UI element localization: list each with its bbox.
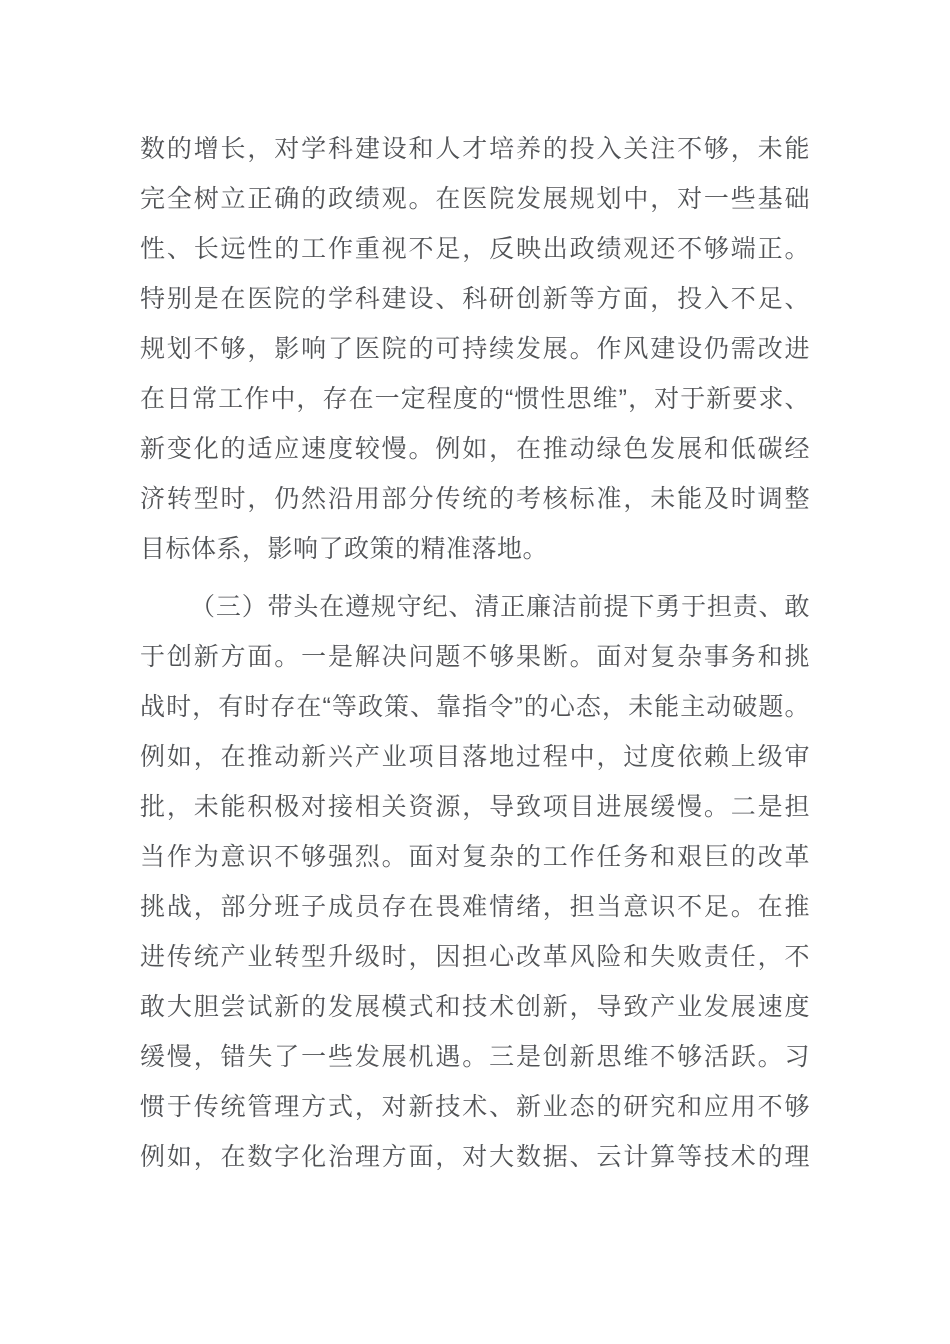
text-line: 战时，有时存在“等政策、靠指令”的心态，未能主动破题。 — [140, 693, 810, 721]
text-line: 新变化的适应速度较慢。例如，在推动绿色发展和低碳经 — [140, 435, 810, 463]
text-line: 济转型时，仍然沿用部分传统的考核标准，未能及时调整 — [140, 485, 810, 513]
para-section-three — [140, 582, 810, 1182]
text-line: 进传统产业转型升级时，因担心改革风险和失败责任，不 — [140, 943, 810, 971]
text-line: 缓慢，错失了一些发展机遇。三是创新思维不够活跃。习 — [140, 1043, 810, 1071]
text-line: 敢大胆尝试新的发展模式和技术创新，导致产业发展速度 — [140, 993, 810, 1021]
text-line: 特别是在医院的学科建设、科研创新等方面，投入不足、 — [140, 285, 810, 313]
text-line: 挑战，部分班子成员存在畏难情绪，担当意识不足。在推 — [140, 893, 810, 921]
text-line: 规划不够，影响了医院的可持续发展。作风建设仍需改进 — [140, 335, 810, 363]
text-line: 例如，在数字化治理方面，对大数据、云计算等技术的理 — [140, 1143, 810, 1171]
text-line: 完全树立正确的政绩观。在医院发展规划中，对一些基础 — [140, 185, 810, 213]
para-continuation — [140, 124, 810, 574]
text-line: 惯于传统管理方式，对新技术、新业态的研究和应用不够 — [140, 1093, 810, 1121]
text-line: 当作为意识不够强烈。面对复杂的工作任务和艰巨的改革 — [140, 843, 810, 871]
text-line: 数的增长，对学科建设和人才培养的投入关注不够，未能 — [140, 135, 810, 163]
text-line: 例如，在推动新兴产业项目落地过程中，过度依赖上级审 — [140, 743, 810, 771]
text-line: 目标体系，影响了政策的精准落地。 — [140, 535, 549, 563]
text-line: 性、长远性的工作重视不足，反映出政绩观还不够端正。 — [140, 235, 810, 263]
text-line: （三）带头在遵规守纪、清正廉洁前提下勇于担责、敢 — [190, 593, 810, 621]
text-line: 批，未能积极对接相关资源，导致项目进展缓慢。二是担 — [140, 793, 810, 821]
text-line: 于创新方面。一是解决问题不够果断。面对复杂事务和挑 — [140, 643, 810, 671]
text-line: 在日常工作中，存在一定程度的“惯性思维”，对于新要求、 — [140, 385, 810, 413]
